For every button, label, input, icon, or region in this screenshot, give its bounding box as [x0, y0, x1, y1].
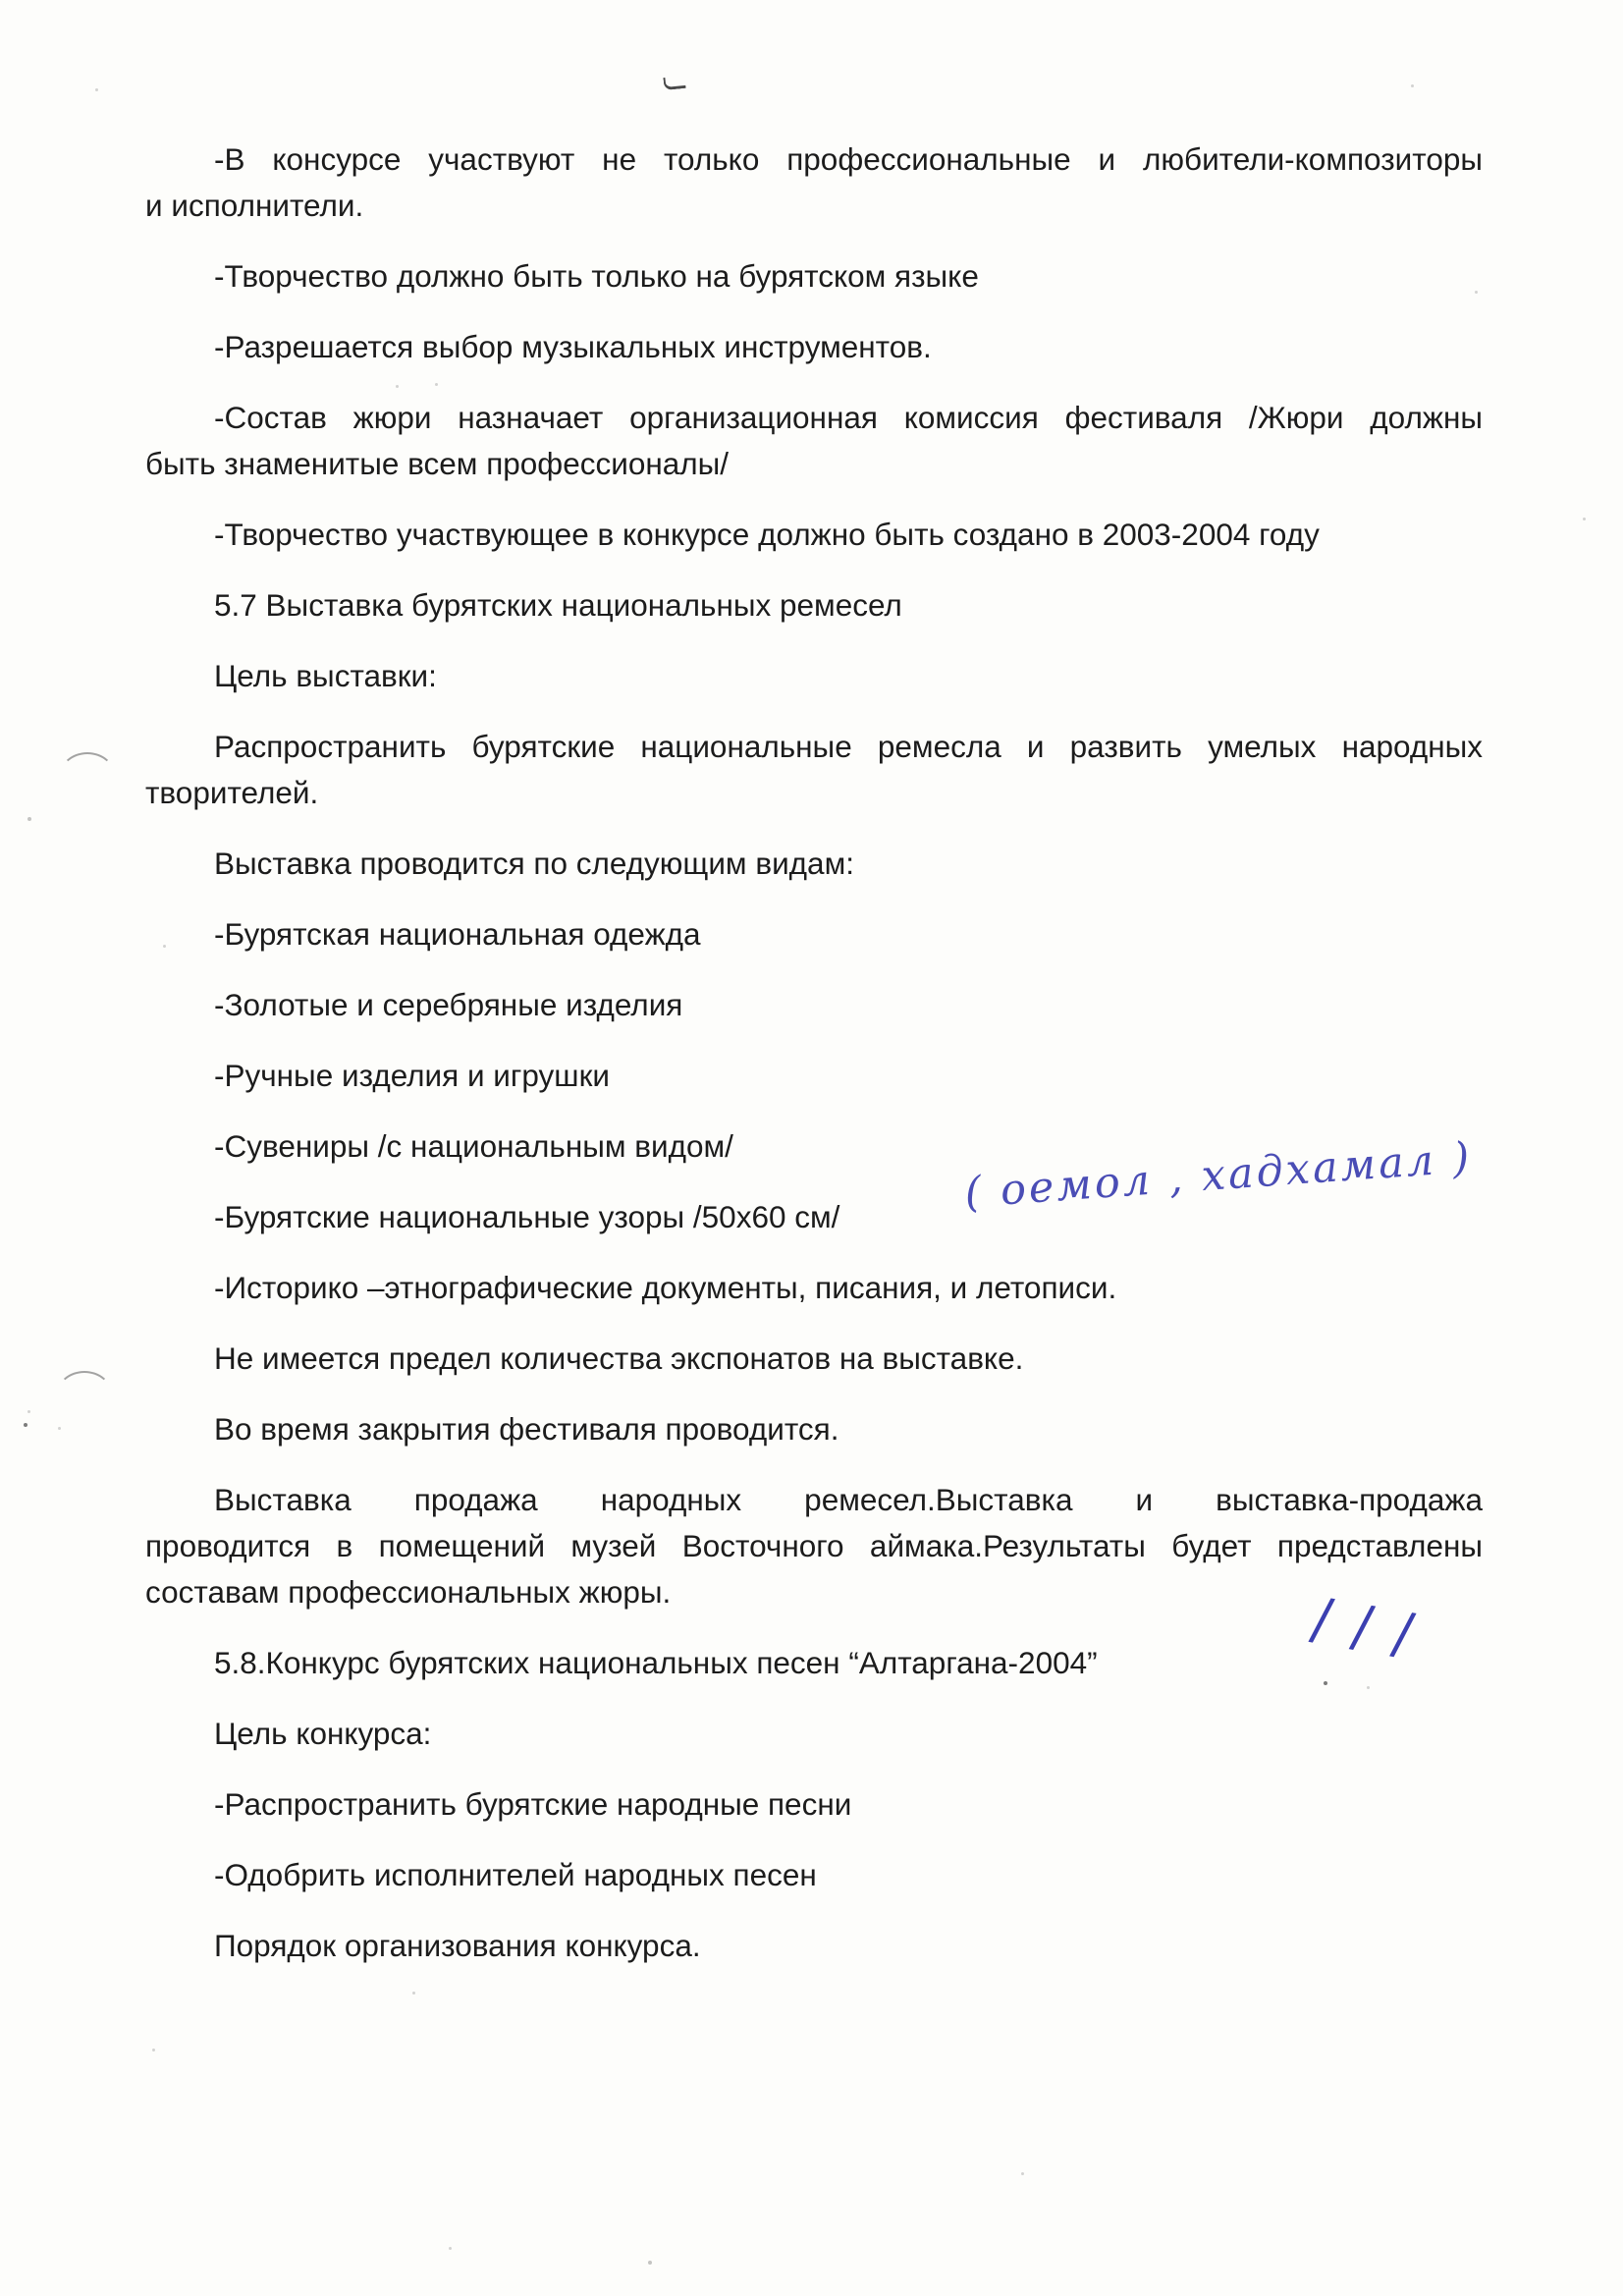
scan-speck — [95, 88, 98, 91]
text-line: творителей. — [145, 775, 319, 810]
paragraph — [145, 1923, 1483, 1969]
scan-speck — [435, 383, 438, 386]
document-text — [145, 137, 1483, 1994]
paragraph — [145, 1194, 1483, 1240]
paragraph — [145, 982, 1483, 1028]
paragraph — [145, 1852, 1483, 1898]
scan-speck — [412, 1992, 415, 1995]
text-line: 5.7 Выставка бурятских национальных ремесел — [214, 587, 902, 623]
paragraph — [145, 724, 1483, 816]
scan-speck — [58, 1427, 61, 1430]
text-line: -Творчество должно быть только на бурятском языке — [214, 258, 979, 294]
paragraph — [145, 324, 1483, 370]
text-line: -Бурятская национальная одежда — [214, 916, 701, 952]
pencil-arc-mark — [59, 752, 116, 801]
ink-hook-mark — [663, 76, 685, 90]
paragraph — [145, 395, 1483, 487]
text-line: -Одобрить исполнителей народных песен — [214, 1857, 817, 1892]
text-line: Не имеется предел количества экспонатов на выставке. — [214, 1340, 1024, 1376]
paragraph — [145, 841, 1483, 887]
text-line: -Распространить бурятские народные песни — [214, 1786, 852, 1822]
scan-speck — [1324, 1681, 1327, 1685]
text-line: -Состав жюри назначает организационная комиссия фестиваля /Жюри должны — [214, 400, 1483, 435]
text-line: -В консурсе участвуют не только профессиональные и любители-композиторы — [214, 141, 1483, 177]
paragraph — [145, 1406, 1483, 1452]
text-line: -Бурятские национальные узоры /50x60 см/ — [214, 1199, 840, 1234]
text-line: Цель конкурса: — [214, 1716, 432, 1751]
paragraph — [145, 1265, 1483, 1311]
paragraph — [145, 1640, 1483, 1686]
text-line: Порядок организования конкурса. — [214, 1928, 701, 1963]
handwritten-margin-note: ( оемол , хадхамал ) — [962, 1132, 1474, 1219]
scan-speck — [1021, 2172, 1024, 2175]
scan-speck — [1475, 291, 1478, 294]
text-line: -Разрешается выбор музыкальных инструментов. — [214, 329, 932, 364]
paragraph — [145, 137, 1483, 229]
text-line: и исполнители. — [145, 188, 364, 223]
text-line: составам профессиональных жюры. — [145, 1574, 672, 1610]
text-line: Распространить бурятские национальные ремесла и развить умелых народных — [214, 729, 1483, 764]
pencil-arc-mark — [56, 1371, 113, 1420]
paragraph — [145, 1336, 1483, 1382]
paragraph — [145, 512, 1483, 558]
paragraph — [145, 911, 1483, 957]
paragraph — [145, 582, 1483, 629]
handwritten-tally-marks: / / / — [1306, 1584, 1421, 1668]
text-line: Цель выставки: — [214, 658, 437, 693]
paragraph — [145, 653, 1483, 699]
scan-speck — [1583, 518, 1586, 520]
text-line: Выставка проводится по следующим видам: — [214, 846, 854, 881]
scan-speck — [152, 2049, 155, 2051]
paragraph — [145, 1053, 1483, 1099]
paragraph — [145, 1711, 1483, 1757]
scan-speck — [1367, 1686, 1370, 1689]
text-line: Во время закрытия фестиваля проводится. — [214, 1411, 839, 1447]
paragraph — [145, 1781, 1483, 1828]
text-line: -Творчество участвующее в конкурсе должно быть создано в 2003-2004 году — [214, 517, 1320, 552]
text-line: -Ручные изделия и игрушки — [214, 1058, 610, 1093]
text-line: проводится в помещений музей Восточного аймака.Результаты будет представлены — [145, 1528, 1483, 1563]
text-line: быть знаменитые всем профессионалы/ — [145, 446, 730, 481]
text-line: -Сувениры /с национальным видом/ — [214, 1128, 733, 1164]
scan-speck — [24, 1423, 27, 1427]
text-line: 5.8.Конкурс бурятских национальных песен “Алтаргана-2004” — [214, 1645, 1098, 1680]
scan-speck — [396, 385, 399, 388]
paragraph — [145, 253, 1483, 300]
scan-speck — [163, 945, 166, 948]
scan-speck — [449, 2247, 452, 2250]
scan-speck — [648, 2261, 652, 2265]
scan-speck — [27, 817, 31, 821]
text-line: -Золотые и серебряные изделия — [214, 987, 683, 1022]
scan-speck — [27, 1410, 30, 1413]
paragraph — [145, 1477, 1483, 1615]
scan-speck — [1411, 84, 1414, 87]
text-line: Выставка продажа народных ремесел.Выставка и выставка-продажа — [214, 1482, 1483, 1517]
text-line: -Историко –этнографические документы, писания, и летописи. — [214, 1270, 1117, 1305]
